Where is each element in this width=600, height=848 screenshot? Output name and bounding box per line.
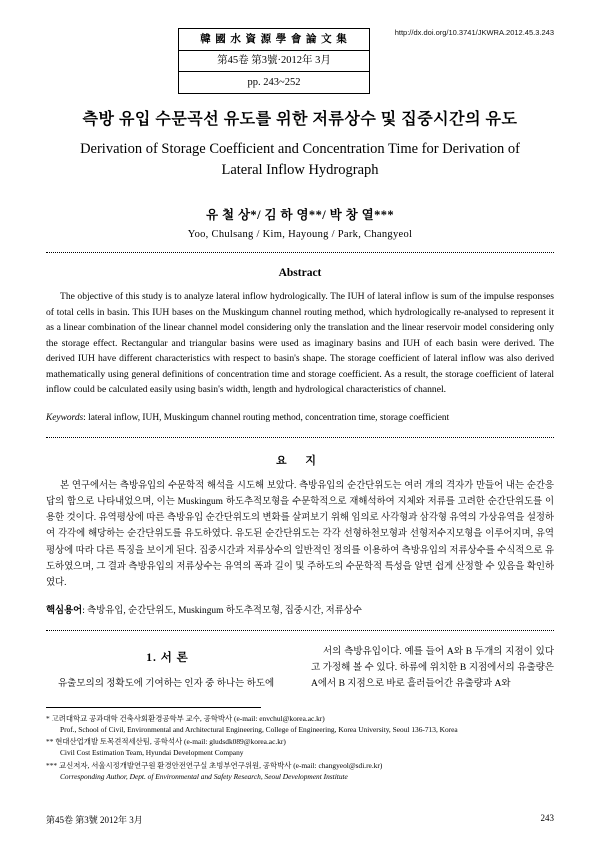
doi-link[interactable]: http://dx.doi.org/10.3741/JKWRA.2012.45.3.243 [394,28,554,37]
paper-title-english [46,139,554,181]
footnote-list [46,713,554,782]
footnote-item [46,713,554,735]
footnote-line-korean: 고려대학교 공과대학 건축사회환경공학부 교수, 공학박사 (e-mail: envchul@korea.ac.kr) [51,714,325,724]
body-columns [46,645,554,693]
footnote-line-english: Civil Cost Estimation Team, Hyundai Development Company [60,748,244,758]
footnote-line-korean: 교신저자, 서울시정개발연구원 환경안전연구실 초빙부연구위원, 공학박사 (e-mail: changyeol@sdi.re.kr) [58,760,383,770]
footer-issue: 第45卷 第3號 2012年 3月 [46,815,143,825]
footnote-marker: ** [46,737,54,747]
intro-paragraph-right: 서의 측방유입이다. 예를 들어 A와 B 두개의 지점이 있다고 가정해 볼 수 있다. 하류에 위치한 B 지점에서의 유출량은 A에서 B 지점으로 바로 흘러들어간 유출량과 A와 [311,647,554,690]
keywords-ko-text: : 측방유입, 순간단위도, Muskingum 하도추적모형, 집중시간, 저류상수 [82,606,362,617]
abstract-ko-heading: 요 지 [275,454,324,467]
paper-title-korean: 측방 유입 수문곡선 유도를 위한 저류상수 및 집중시간의 유도 [82,111,518,128]
paper-title-english-line2: Lateral Inflow Hydrograph [221,162,379,179]
journal-issue: 第45卷 第3號·2012年 3月 [179,51,369,73]
footnote-item [46,760,554,782]
body-column-right [311,645,554,693]
divider-mid [46,437,554,438]
footnote-marker: * [46,714,50,724]
page-footer [46,813,554,826]
keywords-ko-label: 핵심용어 [46,606,83,617]
paper-title-english-line1: Derivation of Storage Coefficient and Concentration Time for Derivation of [80,141,520,157]
footnote-rule [46,707,261,708]
authors-korean: 유 철 상*/ 김 하 영**/ 박 창 열*** [205,208,395,223]
page-header [46,26,554,100]
page-number: 243 [540,813,554,823]
journal-pages: pp. 243~252 [247,76,301,88]
journal-info-box [178,28,370,94]
footnote-line-english: Prof., School of Civil, Environmental and Architectural Engineering, College of Engineering, Korea University, Seoul 136-713, Korea [60,725,458,735]
authors-english: Yoo, Chulsang / Kim, Hayoung / Park, Changyeol [187,229,413,241]
footnote-line-korean: 현대산업개발 토목견적세산팀, 공학석사 (e-mail: gludsdk089@korea.ac.kr) [55,737,286,747]
footnote-item [46,736,554,758]
divider-top [46,252,554,253]
abstract-text: The objective of this study is to analyze lateral inflow hydrologically. The IUH of lateral inflow is sum of the impulse responses of total cells in basin. This IUH bases on the Muskingum channel routing method, which hydrologically re-analysed to represent it as a linear combination of the linear channel model considering only the translation and the linear reservoir model considering only the storage effect. Rectangular and triangular basins were used as imaginary basins and IUH of each basin were derived. The derived IUH have different characteristics with respect to basin's shape. The storage coefficient of lateral inflow was also derived mathematically using general definitions of concentration time and storage coefficient. As a result, the storage coefficient of lateral inflow could be calculated easily using basin's width, length and hydrological characteristics of channel. [46,291,554,396]
body-column-left [46,645,289,693]
abstract-ko-text: 본 연구에서는 측방유입의 수문학적 해석을 시도해 보았다. 측방유입의 순간단위도는 여러 개의 격자가 만들어 내는 순간응답의 합으로 나타내었으며, 이는 Muskingum 하도추적모형을 수문학적으로 재해석하여 지체와 저류를 고려한 순간단위도를 이용한 것이다. 유역평상에 따른 측방유입 순간단위도의 변화를 살펴보기 위해 임의로 사각형과 삼각형 유역의 가상유역을 설정하여 각각에 해당하는 순간단위도를 유도하였다. 유도된 순간단위도는 각각 선형하천모형과 선형저수지모형을 이루어지며, 유역평상에 따라 다른 특징을 보이게 된다. 집중시간과 저류상수의 일반적인 정의를 이용하여 측방유입의 저류상수를 수식적으로 유도하였으며, 그 결과 측방유입의 저류상수는 유역의 폭과 길이 및 주하도의 수문학적 특성을 알면 쉽게 산정할 수 있음을 확인하였다. [46,480,554,588]
section-heading-intro: 1. 서 론 [146,652,189,665]
keywords-label: Keywords [46,412,84,423]
intro-paragraph-left: 유출모의의 정확도에 기여하는 인자 중 하나는 하도에 [58,679,275,690]
footnote-marker: *** [46,760,58,770]
footnote-line-english: Corresponding Author, Dept. of Environmental and Safety Research, Seoul Development Institute [60,771,348,781]
abstract-heading: Abstract [278,267,322,280]
keywords-text: : lateral inflow, IUH, Muskingum channel routing method, concentration time, storage coefficient [83,412,450,423]
keywords-korean [46,604,554,618]
journal-name: 韓 國 水 資 源 學 會 論 文 集 [179,29,369,51]
keywords-english [46,411,554,425]
divider-bottom [46,630,554,631]
